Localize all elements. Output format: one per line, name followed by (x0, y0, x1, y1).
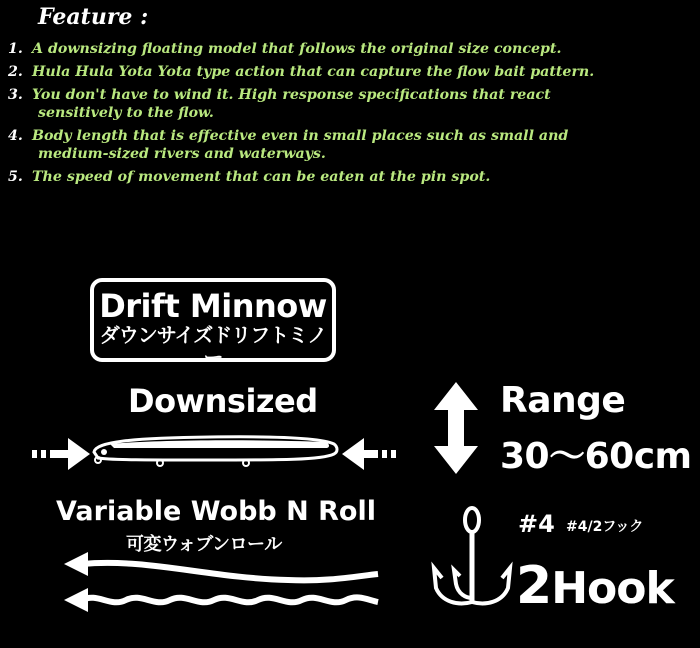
feature-item-1 (8, 40, 698, 58)
hook-count (516, 556, 674, 616)
feature-text-continued: medium-sized rivers and waterways. (38, 146, 326, 162)
action-label: Variable Wobb N Roll (56, 496, 376, 527)
product-name-jp: ダウンサイズドリフトミノー (99, 323, 327, 369)
range-value: 30〜60cm (500, 436, 692, 477)
lure-icon (90, 430, 340, 470)
wave-motion-icon (58, 548, 384, 618)
feature-number: 4. (8, 128, 23, 144)
feature-number: 2. (8, 64, 23, 80)
feature-item-2 (8, 63, 698, 81)
action-label-jp: 可変ウォブンロール (126, 534, 282, 555)
feature-number: 1. (8, 41, 23, 57)
downsized-label: Downsized (128, 382, 318, 420)
arrow-left-icon (340, 436, 400, 472)
hook-count-word: Hook (551, 563, 674, 614)
hook-size-note: #4/2フック (566, 519, 644, 535)
feature-text: Hula Hula Yota Yota type action that can capture the flow bait pattern. (32, 64, 595, 80)
feature-text: You don't have to wind it. High response specifications that react (32, 87, 551, 103)
product-name-box (90, 278, 336, 369)
product-name: Drift Minnow (99, 287, 327, 325)
feature-text: Body length that is effective even in small places such as small and (32, 128, 569, 144)
hook-count-number: 2 (516, 556, 552, 616)
feature-number: 3. (8, 87, 23, 103)
feature-item-3 (8, 86, 698, 122)
feature-item-4 (8, 127, 698, 163)
feature-text: A downsizing floating model that follows the original size concept. (32, 41, 562, 57)
feature-number: 5. (8, 169, 23, 185)
hook-size: #4 (518, 510, 555, 538)
feature-list (8, 40, 698, 191)
arrow-right-icon (32, 436, 92, 472)
feature-text-continued: sensitively to the flow. (38, 105, 214, 121)
feature-text: The speed of movement that can be eaten at the pin spot. (32, 169, 491, 185)
range-label: Range (500, 380, 626, 421)
feature-title: Feature : (38, 4, 149, 30)
treble-hook-icon (428, 506, 512, 616)
double-arrow-vertical-icon (434, 382, 478, 474)
feature-item-5 (8, 168, 698, 186)
